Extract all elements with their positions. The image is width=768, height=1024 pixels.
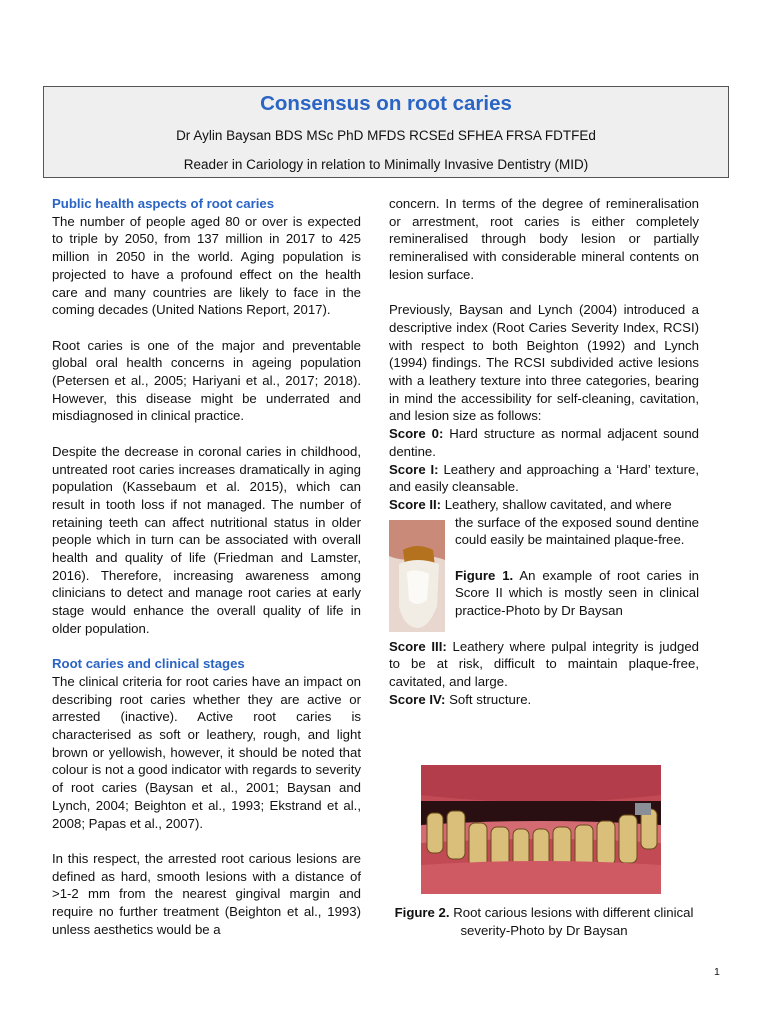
figure-2-caption: Figure 2. Root carious lesions with different clinical severity-Photo by Dr Baysan: [394, 905, 694, 938]
author-line: Dr Aylin Baysan BDS MSc PhD MFDS RCSEd SFHEA FRSA FDTFEd: [176, 128, 596, 143]
paragraph: Previously, Baysan and Lynch (2004) introduced a descriptive index (Root Caries Severity Index, RCSI) with respect to both Beighton (1992) and Lynch (1994) findings. The RCSI subdivided active lesions with a leathery texture into three categories, bearing in mind the accessibility for self-cleaning, cavitation, and lesion size as follows:: [389, 302, 699, 424]
paragraph: concern. In terms of the degree of remineralisation or arrestment, root caries is either completely remineralised through body lesion or partially remineralised with considerable mineral contents on lesion surface.: [389, 196, 699, 282]
left-column: [52, 195, 361, 938]
figure-1-caption: Figure 1. An example of root caries in Score II which is mostly seen in clinical practice-Photo by Dr Baysan: [455, 567, 699, 619]
page-number: 1: [714, 966, 720, 978]
score-2-continued: the surface of the exposed sound dentine could easily be maintained plaque-free.: [455, 514, 699, 548]
figure-1-photo: [389, 520, 445, 632]
page-title: Consensus on root caries: [260, 92, 512, 115]
score-0: Score 0: Hard structure as normal adjacent sound dentine.: [389, 426, 699, 459]
figure-2-photo: [421, 765, 661, 894]
score-3: Score III: Leathery where pulpal integrity is judged to be at risk, difficult to maintain plaque-free, cavitated, and large.: [389, 638, 699, 689]
paragraph: In this respect, the arrested root carious lesions are defined as hard, smooth lesions with a distance of >1-2 mm from the nearest gingival margin and require no further treatment (Beighton et al., 1993) unless aesthetics would be a: [52, 850, 361, 937]
paragraph: The number of people aged 80 or over is expected to triple by 2050, from 137 million in 2017 to 425 million in 2050 in the world. Aging population is projected to have a profound effect on the health care and many countries are likely to face in the coming decades (United Nations Report, 2017).: [52, 213, 361, 318]
score-2-block: [389, 496, 699, 620]
score-1: Score I: Leathery and approaching a ‘Hard’ texture, and easily cleansable.: [389, 461, 700, 495]
score-2: Score II: Leathery, shallow cavitated, and where: [389, 496, 672, 512]
affiliation-line: Reader in Cariology in relation to Minimally Invasive Dentistry (MID): [183, 157, 589, 172]
section-heading-public-health: Public health aspects of root caries: [52, 196, 275, 211]
right-column: [389, 195, 699, 708]
paragraph: Root caries is one of the major and preventable global oral health concerns in ageing population (Petersen et al., 2005; Hariyani et al., 2017; 2018). However, this disease might be underrated and misdiagnosed in clinical practice.: [52, 337, 361, 424]
header-box: [43, 86, 729, 178]
paragraph: The clinical criteria for root caries have an impact on describing root caries whether they are active or arrested (inactive). Active root caries is characterised as soft or leathery, rough, and light brown or yellowish, however, it should be noted that colour is not a good indicator with regards to severity of root caries (Baysan et al., 2001; Baysan and Lynch, 2004; Beighton et al., 1993; Ekstrand et al., 2008; Papas et al., 2007).: [52, 673, 361, 831]
score-4: Score IV: Soft structure.: [389, 691, 532, 707]
paragraph: Despite the decrease in coronal caries in childhood, untreated root caries increases dramatically in aging population (Kassebaum et al. 2015), which can result in tooth loss if not managed. The number of retaining teeth can affect nutritional status in older people which in turn can be associated with overall health and quality of life (Friedman and Lamster, 2016). Therefore, increasing awareness among clinicians to detect and manage root caries at early stage would enhance the overall quality of life in older population.: [52, 443, 361, 636]
section-heading-clinical-stages: Root caries and clinical stages: [52, 656, 245, 672]
